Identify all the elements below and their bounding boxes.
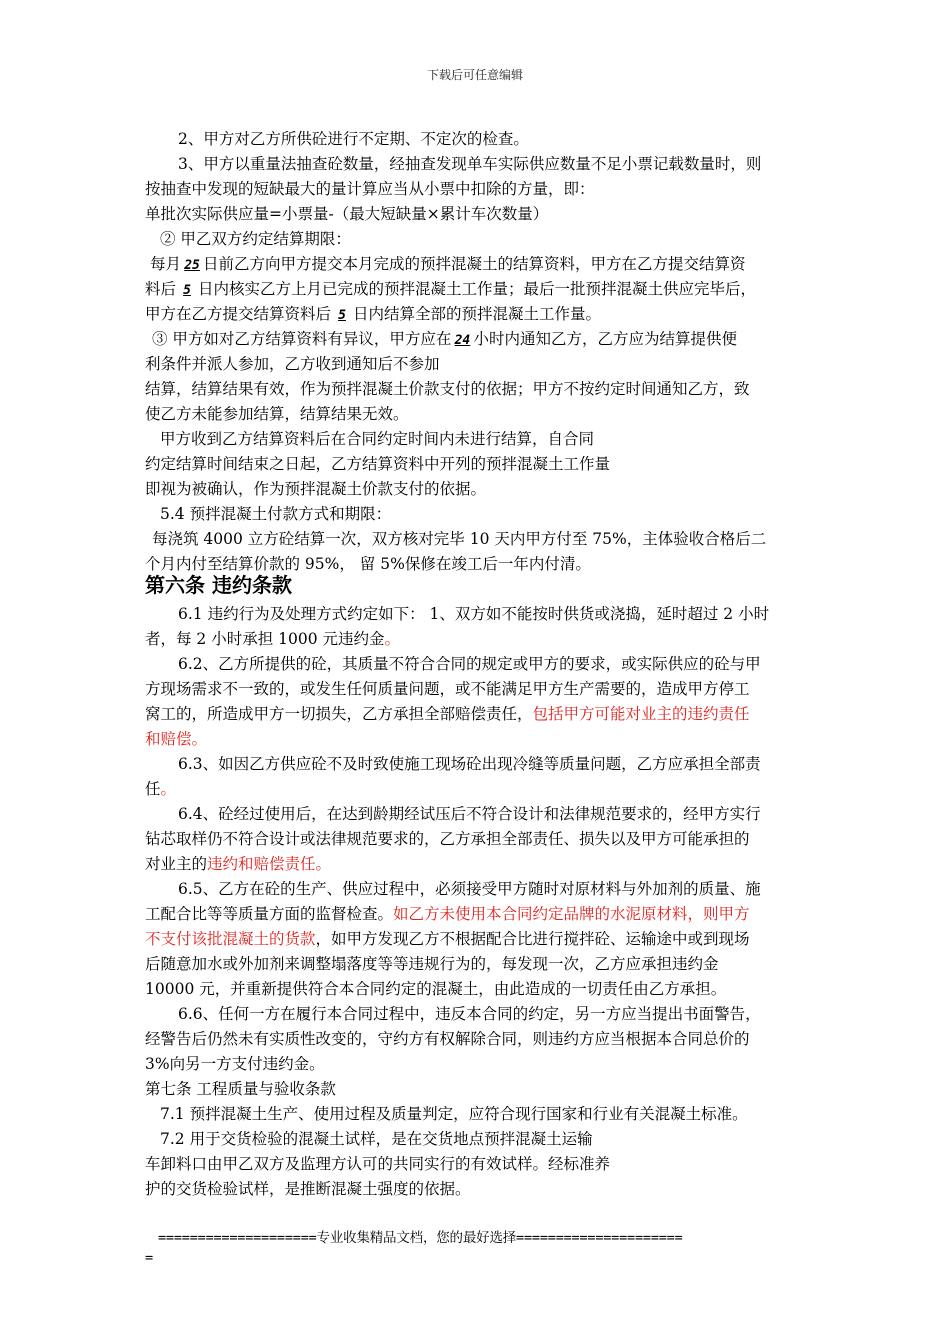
section-heading-7: 第七条 工程质量与验收条款 — [145, 1080, 336, 1098]
clause-line: 3%向另一方支付违约金。 — [145, 1055, 325, 1073]
clause-line: 料后 5 日内核实乙方上月已完成的预拌混凝土工作量；最后一批预拌混凝土供应完毕后， — [145, 278, 756, 302]
clause-line: 车卸料口由甲乙双方及监理方认可的共同实行的有效试样。经标准养 — [145, 1155, 611, 1173]
clause-line: 7.2 用于交货检验的混凝土试样，是在交货地点预拌混凝土运输 — [160, 1130, 593, 1148]
handwritten-day-field: 5 — [183, 283, 191, 298]
highlighted-text: 违约和赔偿责任。 — [207, 855, 332, 873]
clause-line: 10000 元，并重新提供符合本合同约定的混凝土，由此造成的一切责任由乙方承担。 — [145, 980, 727, 998]
clause-line: 2、甲方对乙方所供砼进行不定期、不定次的检查。 — [178, 130, 529, 148]
clause-line: 6.4、砼经过使用后，在达到龄期经试压后不符合设计和法律规范要求的，经甲方实行 — [178, 805, 761, 823]
clause-line: 甲方收到乙方结算资料后在合同约定时间内未进行结算，自合同 — [160, 430, 595, 448]
section-heading: 第六条 违约条款 — [145, 573, 292, 597]
clause-line: 6.6、任何一方在履行本合同过程中，违反本合同的约定，另一方应当提出书面警告， — [178, 1005, 761, 1023]
clause-line: ③ 甲方如对乙方结算资料有异议，甲方应在 24 小时内通知乙方，乙方应为结算提供便 — [152, 328, 737, 352]
handwritten-day-field: 25 — [184, 258, 200, 273]
clause-line: 结算，结算结果有效，作为预拌混凝土价款支付的依据；甲方不按约定时间通知乙方，致 — [145, 380, 750, 398]
clause-line: 工配合比等等质量方面的监督检查。如乙方未使用本合同约定品牌的水泥原材料，则甲方 — [145, 905, 750, 923]
clause-line: 不支付该批混凝土的货款，如甲方发现乙方不根据配合比进行搅拌砼、运输途中或到现场 — [145, 930, 750, 948]
clause-line: 6.2、乙方所提供的砼，其质量不符合合同的规定或甲方的要求，或实际供应的砼与甲 — [178, 655, 761, 673]
clause-line: 5.4 预拌混凝土付款方式和期限： — [160, 505, 392, 523]
formula-line: 单批次实际供应量=小票量-（最大短缺量×累计车次数量） — [145, 205, 549, 223]
clause-line: 护的交货检验试样，是推断混凝土强度的依据。 — [145, 1180, 471, 1198]
clause-line: 3、甲方以重量法抽查砼数量，经抽查发现单车实际供应数量不足小票记载数量时，则 — [178, 155, 762, 173]
clause-line: 按抽查中发现的短缺最大的量计算应当从小票中扣除的方量，即： — [145, 180, 595, 198]
footer-banner-wrap: = — [145, 1250, 153, 1266]
handwritten-day-field: 5 — [338, 308, 346, 323]
clause-line: 方现场需求不一致的，或发生任何质量问题，或不能满足甲方生产需要的，造成甲方停工 — [145, 680, 750, 698]
clause-line: 后随意加水或外加剂来调整塌落度等等违规行为的，每发现一次，乙方应承担违约金 — [145, 955, 719, 973]
clause-line: 每浇筑 4000 立方砼结算一次，双方核对完毕 10 天内甲方付至 75%，主体验收合格后二 — [152, 530, 767, 548]
clause-line: 6.1 违约行为及处理方式约定如下： 1、双方如不能按时供货或浇捣，延时超过 2 小时 — [178, 605, 770, 623]
clause-line: 6.3、如因乙方供应砼不及时致使施工现场砼出现冷缝等质量问题，乙方应承担全部责 — [178, 755, 761, 773]
highlighted-text: 包括甲方可能对业主的违约责任 — [532, 705, 750, 723]
clause-line: 经警告后仍然未有实质性改变的，守约方有权解除合同，则违约方应当根据本合同总价的 — [145, 1030, 750, 1048]
clause-line: 个月内付至结算价款的 95%， 留 5%保修在竣工后一年内付清。 — [145, 555, 591, 573]
clause-line: 利条件并派人参加，乙方收到通知后不参加 — [145, 355, 440, 373]
footer-banner: ====================专业收集精品文档，您的最好选择===================== — [158, 1230, 683, 1246]
clause-line: 窝工的，所造成甲方一切损失，乙方承担全部赔偿责任，包括甲方可能对业主的违约责任 — [145, 705, 750, 723]
clause-line: ② 甲乙双方约定结算期限： — [160, 230, 351, 248]
clause-line: 对业主的违约和赔偿责任。 — [145, 855, 332, 873]
clause-line: 每月 25 日前乙方向甲方提交本月完成的预拌混凝土的结算资料，甲方在乙方提交结算资 — [150, 253, 746, 277]
highlighted-text: 如乙方未使用本合同约定品牌的水泥原材料，则甲方 — [393, 905, 750, 923]
highlighted-text: 不支付该批混凝土的货款 — [145, 930, 316, 948]
clause-line: 任。 — [145, 780, 177, 798]
clause-line: 即视为被确认，作为预拌混凝土价款支付的依据。 — [145, 480, 487, 498]
clause-line: 者，每 2 小时承担 1000 元违约金。 — [145, 630, 401, 648]
highlighted-text: 和赔偿。 — [145, 730, 208, 748]
clause-line: 甲方在乙方提交结算资料后 5 日内结算全部的预拌混凝土工作量。 — [145, 303, 601, 327]
clause-line: 6.5、乙方在砼的生产、供应过程中，必须接受甲方随时对原材料与外加剂的质量、施 — [178, 880, 761, 898]
clause-line: 钻芯取样仍不符合设计或法律规范要求的，乙方承担全部责任、损失以及甲方可能承担的 — [145, 830, 750, 848]
clause-line: 7.1 预拌混凝土生产、使用过程及质量判定，应符合现行国家和行业有关混凝土标准。 — [160, 1105, 748, 1123]
handwritten-hours-field: 24 — [454, 333, 471, 348]
page-header: 下载后可任意编辑 — [426, 68, 523, 82]
clause-line: 约定结算时间结束之日起，乙方结算资料中开列的预拌混凝土工作量 — [145, 455, 611, 473]
clause-line: 使乙方未能参加结算，结算结果无效。 — [145, 405, 409, 423]
